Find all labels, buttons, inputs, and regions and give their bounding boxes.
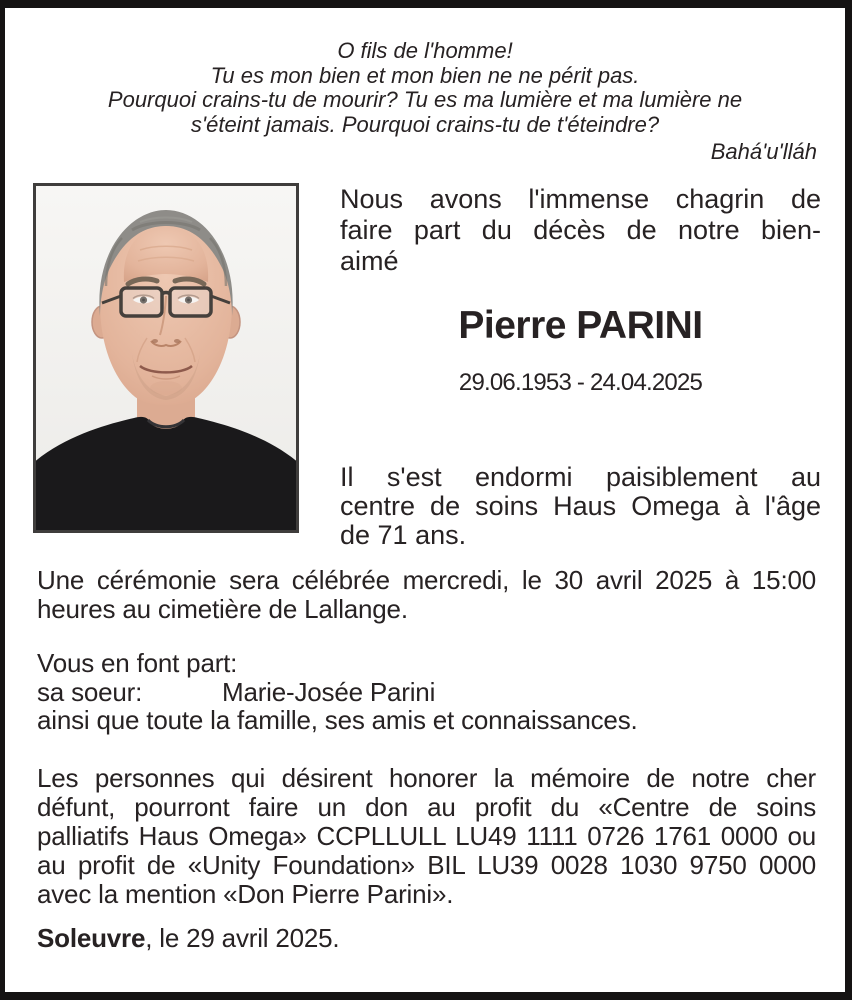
announcement-intro: Nous avons l'immense chagrin de faire part du décès de notre bien- aimé [340, 184, 821, 276]
signoff [37, 924, 816, 953]
passing-text: Il s'est endormi paisiblement au centre de soins Haus Omega à l'âge de 71 ans. [340, 462, 821, 550]
signoff-place: Soleuvre [37, 923, 146, 953]
family-section [37, 649, 816, 735]
ceremony-text: Une cérémonie sera célébrée mercredi, le 30 avril 2025 à 15:00 heures au cimetière de Lallange. [37, 565, 816, 624]
relation-name: Marie-Josée Parini [222, 676, 436, 707]
life-dates: 29.06.1953 - 24.04.2025 [458, 369, 703, 396]
donation-text: Les personnes qui désirent honorer la mémoire de notre cher défunt, pourront faire un don au profit du «Centre de soins palliatifs Haus Omega» CCPLLULL LU49 1111 0726 1761 0000 ou au profit de «Unity Foundation» BIL LU39 0028 1030 9750 0000 avec la mention «Don Pierre Parini». [37, 763, 816, 909]
portrait-photo-frame [33, 183, 299, 533]
signoff-date: , le 29 avril 2025. [145, 923, 340, 953]
opening-quote [5, 39, 845, 165]
relation-label: sa soeur: [37, 676, 143, 707]
quote-attribution: Bahá'u'lláh [710, 139, 817, 164]
relation-row [37, 678, 816, 707]
portrait-photo [36, 186, 296, 530]
family-closing: ainsi que toute la famille, ses amis et connaissances. [37, 705, 638, 735]
family-heading: Vous en font part: [37, 648, 238, 678]
quote-text: O fils de l'homme! Tu es mon bien et mon bien ne ne périt pas. Pourquoi crains-tu de mourir? Tu es ma lumière et ma lumière ne s'éteint jamais. Pourquoi crains-tu de t'éteindre? [107, 38, 743, 137]
deceased-name: Pierre PARINI [458, 304, 703, 347]
